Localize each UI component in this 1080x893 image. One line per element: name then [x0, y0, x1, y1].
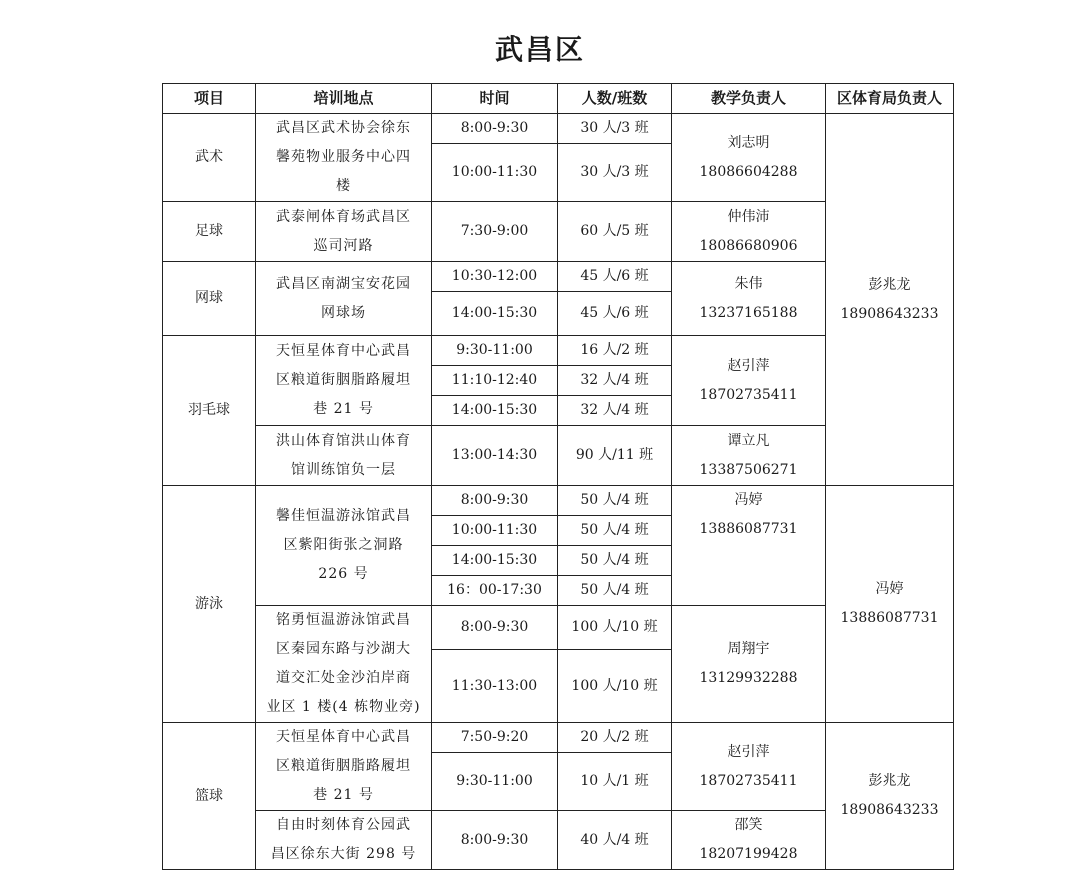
- teacher-phone: 18702735411: [699, 386, 798, 403]
- venue-line: 铭勇恒温游泳馆武昌: [276, 612, 411, 628]
- venue-line: 网球场: [321, 304, 366, 321]
- teacher-name: 冯婷: [734, 492, 763, 508]
- count-cell: 40 人/4 班: [558, 811, 672, 870]
- venue-cell: [256, 723, 432, 811]
- teacher-phone: 18702735411: [699, 772, 798, 789]
- venue-line: 区紫阳街张之洞路: [283, 537, 404, 553]
- time-cell: 8:00-9:30: [432, 486, 558, 516]
- count-cell: 100 人/10 班: [558, 606, 672, 650]
- count-cell: 90 人/11 班: [558, 426, 672, 486]
- time-cell: 13:00-14:30: [432, 426, 558, 486]
- venue-cell: [256, 262, 432, 336]
- venue-cell: [256, 114, 432, 202]
- time-cell: 8:00-9:30: [432, 606, 558, 650]
- venue-line: 巡司河路: [313, 237, 374, 254]
- teacher-name: 周翔宇: [727, 641, 770, 657]
- project-cell: 游泳: [163, 486, 256, 723]
- page-title: 武昌区: [494, 33, 585, 66]
- venue-cell: [256, 486, 432, 606]
- time-cell: 11:30-13:00: [432, 650, 558, 723]
- teacher-name: 仲伟沛: [727, 208, 770, 225]
- teacher-cell: [672, 262, 826, 336]
- bureau-name: 彭兆龙: [868, 773, 911, 789]
- teacher-cell: [672, 114, 826, 202]
- teacher-name: 朱伟: [734, 275, 763, 292]
- count-cell: 50 人/4 班: [558, 576, 672, 606]
- venue-cell: [256, 202, 432, 262]
- teacher-name: 赵引萍: [727, 743, 770, 760]
- count-cell: 30 人/3 班: [558, 114, 672, 144]
- header-venue: 培训地点: [256, 84, 432, 114]
- bureau-cell: [826, 723, 954, 870]
- time-cell: 10:30-12:00: [432, 262, 558, 292]
- venue-line: 武泰闸体育场武昌区: [276, 208, 411, 225]
- venue-line: 洪山体育馆洪山体育: [276, 432, 411, 449]
- venue-line: 道交汇处金沙泊岸商: [276, 670, 411, 686]
- project-cell: 足球: [163, 202, 256, 262]
- time-cell: 8:00-9:30: [432, 114, 558, 144]
- count-cell: 32 人/4 班: [558, 366, 672, 396]
- teacher-cell: [672, 202, 826, 262]
- header-project: 项目: [163, 84, 256, 114]
- count-cell: 32 人/4 班: [558, 396, 672, 426]
- venue-line: 昌区徐东大街 298 号: [270, 846, 417, 862]
- bureau-phone: 13886087731: [840, 610, 939, 626]
- teacher-phone: 13387506271: [699, 461, 798, 478]
- venue-line: 天恒星体育中心武昌: [276, 729, 411, 745]
- project-cell: 网球: [163, 262, 256, 336]
- venue-line: 馨佳恒温游泳馆武昌: [276, 508, 411, 524]
- teacher-cell: [672, 606, 826, 723]
- time-cell: 8:00-9:30: [432, 811, 558, 870]
- table-row: [163, 486, 954, 516]
- bureau-cell: [826, 114, 954, 486]
- venue-line: 馨苑物业服务中心四: [276, 149, 411, 165]
- time-cell: 14:00-15:30: [432, 396, 558, 426]
- teacher-cell: [672, 426, 826, 486]
- project-cell: 羽毛球: [163, 336, 256, 486]
- count-cell: 30 人/3 班: [558, 144, 672, 202]
- teacher-phone: 13237165188: [699, 304, 798, 321]
- count-cell: 16 人/2 班: [558, 336, 672, 366]
- teacher-phone: 18086604288: [699, 163, 798, 180]
- bureau-phone: 18908643233: [840, 305, 939, 322]
- count-cell: 50 人/4 班: [558, 516, 672, 546]
- project-cell: 篮球: [163, 723, 256, 870]
- teacher-phone: 18086680906: [699, 237, 798, 254]
- venue-line: 区粮道街胭脂路履坦: [276, 758, 411, 774]
- venue-line: 区秦园东路与沙湖大: [276, 641, 411, 657]
- teacher-cell: [672, 811, 826, 870]
- time-cell: 9:30-11:00: [432, 336, 558, 366]
- venue-line: 馆训练馆负一层: [291, 461, 396, 478]
- venue-line: 巷 21 号: [313, 787, 374, 803]
- count-cell: 10 人/1 班: [558, 753, 672, 811]
- teacher-name: 刘志明: [727, 134, 770, 151]
- count-cell: 45 人/6 班: [558, 292, 672, 336]
- count-cell: 50 人/4 班: [558, 486, 672, 516]
- bureau-cell: [826, 486, 954, 723]
- teacher-name: 邵笑: [734, 817, 763, 833]
- venue-cell: [256, 336, 432, 426]
- teacher-cell: [672, 486, 826, 606]
- bureau-phone: 18908643233: [840, 802, 939, 818]
- teacher-phone: 13886087731: [699, 521, 798, 537]
- venue-cell: [256, 811, 432, 870]
- header-teacher: 教学负责人: [672, 84, 826, 114]
- bureau-name: 彭兆龙: [868, 276, 911, 293]
- bureau-name: 冯婷: [875, 581, 904, 597]
- header-time: 时间: [432, 84, 558, 114]
- teacher-name: 赵引萍: [727, 357, 770, 374]
- count-cell: 45 人/6 班: [558, 262, 672, 292]
- venue-line: 楼: [336, 178, 351, 194]
- time-cell: 7:50-9:20: [432, 723, 558, 753]
- teacher-cell: [672, 723, 826, 811]
- venue-line: 自由时刻体育公园武: [276, 817, 411, 833]
- venue-line: 区粮道街胭脂路履坦: [276, 372, 411, 388]
- venue-cell: [256, 426, 432, 486]
- venue-line: 武昌区武术协会徐东: [276, 120, 411, 136]
- count-cell: 100 人/10 班: [558, 650, 672, 723]
- count-cell: 50 人/4 班: [558, 546, 672, 576]
- venue-line: 天恒星体育中心武昌: [276, 343, 411, 359]
- time-cell: 9:30-11:00: [432, 753, 558, 811]
- project-cell: 武术: [163, 114, 256, 202]
- table-row: [163, 114, 954, 144]
- venue-cell: [256, 606, 432, 723]
- schedule-table: [162, 83, 954, 870]
- teacher-name: 谭立凡: [727, 432, 770, 449]
- venue-line: 226 号: [318, 566, 369, 582]
- venue-line: 武昌区南湖宝安花园: [276, 275, 411, 292]
- time-cell: 14:00-15:30: [432, 546, 558, 576]
- time-cell: 10:00-11:30: [432, 144, 558, 202]
- time-cell: 7:30-9:00: [432, 202, 558, 262]
- time-cell: 10:00-11:30: [432, 516, 558, 546]
- teacher-phone: 18207199428: [699, 846, 798, 862]
- table-row: [163, 723, 954, 753]
- venue-line: 业区 1 楼(4 栋物业旁): [266, 699, 421, 715]
- teacher-phone: 13129932288: [699, 670, 798, 686]
- header-bureau: 区体育局负责人: [826, 84, 954, 114]
- teacher-cell: [672, 336, 826, 426]
- time-cell: 11:10-12:40: [432, 366, 558, 396]
- header-count: 人数/班数: [558, 84, 672, 114]
- count-cell: 60 人/5 班: [558, 202, 672, 262]
- header-row: [163, 84, 954, 114]
- time-cell: 14:00-15:30: [432, 292, 558, 336]
- venue-line: 巷 21 号: [313, 401, 374, 417]
- count-cell: 20 人/2 班: [558, 723, 672, 753]
- time-cell: 16：00-17:30: [432, 576, 558, 606]
